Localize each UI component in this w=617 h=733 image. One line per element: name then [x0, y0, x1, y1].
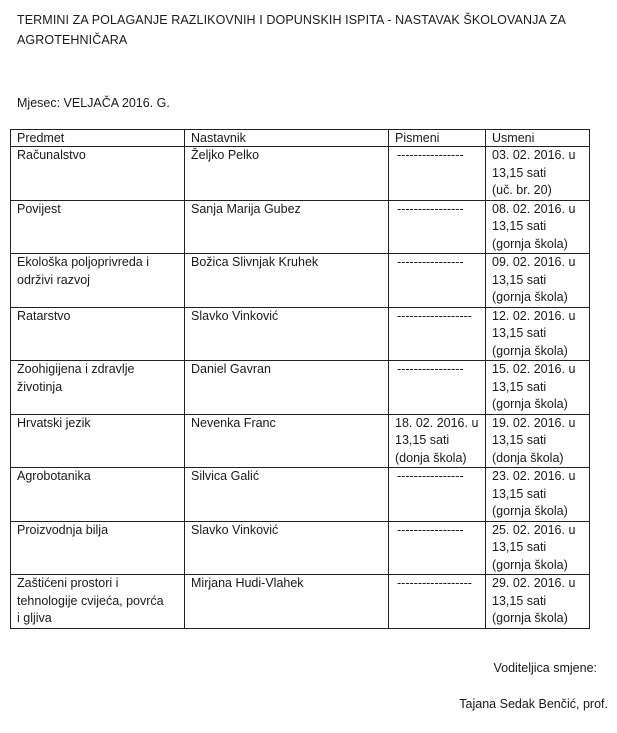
oral-cell	[486, 521, 590, 575]
table-row	[11, 254, 590, 308]
teacher-cell	[185, 575, 389, 629]
teacher-text: Božica Slivnjak Kruhek	[191, 255, 319, 269]
written-text: ----------------	[397, 201, 464, 216]
header-written: Pismeni	[389, 130, 486, 147]
teacher-text: Sanja Marija Gubez	[191, 201, 301, 216]
oral-location: (gornja škola)	[492, 236, 568, 251]
oral-location: (gornja škola)	[492, 343, 568, 358]
written-date: 18. 02. 2016. u	[395, 415, 479, 430]
oral-location: (uč. br. 20)	[492, 183, 552, 197]
oral-date: 12. 02. 2016. u	[492, 308, 576, 323]
table-row	[11, 575, 590, 629]
table-row	[11, 307, 590, 361]
written-cell	[389, 361, 486, 415]
written-text: ----------------	[397, 148, 464, 162]
teacher-cell	[185, 361, 389, 415]
oral-time: 13,15 sati	[492, 593, 547, 608]
subject-text: tehnologije cvijeća, povrća	[17, 593, 164, 608]
subject-cell	[11, 254, 185, 308]
teacher-text: Nevenka Franc	[191, 415, 276, 430]
subject-cell	[11, 200, 185, 254]
title-line-2: AGROTEHNIČARA	[17, 33, 128, 47]
subject-cell	[11, 307, 185, 361]
teacher-text: Mirjana Hudi-Vlahek	[191, 576, 304, 590]
table-row	[11, 468, 590, 522]
subject-text: Računalstvo	[17, 148, 86, 162]
teacher-cell	[185, 307, 389, 361]
oral-date: 03. 02. 2016. u	[492, 148, 576, 162]
teacher-cell	[185, 521, 389, 575]
oral-location: (gornja škola)	[492, 611, 568, 625]
oral-time: 13,15 sati	[492, 272, 547, 287]
table-row	[11, 361, 590, 415]
title-line-1: TERMINI ZA POLAGANJE RAZLIKOVNIH I DOPUNSKIH ISPITA - NASTAVAK ŠKOLOVANJA ZA	[17, 13, 566, 27]
subject-cell	[11, 575, 185, 629]
teacher-cell	[185, 200, 389, 254]
subject-text: Agrobotanika	[17, 469, 91, 483]
subject-text: Ratarstvo	[17, 308, 71, 323]
teacher-cell	[185, 254, 389, 308]
written-time: 13,15 sati	[395, 433, 450, 447]
subject-cell	[11, 468, 185, 522]
subject-text: i gljiva	[17, 611, 52, 625]
header-teacher: Nastavnik	[185, 130, 389, 147]
oral-date: 23. 02. 2016. u	[492, 469, 576, 483]
oral-cell	[486, 361, 590, 415]
oral-time: 13,15 sati	[492, 486, 547, 501]
subject-text: Povijest	[17, 201, 61, 216]
written-cell	[389, 147, 486, 201]
oral-date: 29. 02. 2016. u	[492, 576, 576, 590]
table-row	[11, 147, 590, 201]
teacher-text: Silvica Galić	[191, 469, 260, 483]
oral-date: 15. 02. 2016. u	[492, 362, 576, 376]
written-cell	[389, 521, 486, 575]
subject-text: održivi razvoj	[17, 272, 90, 287]
teacher-text: Slavko Vinković	[191, 308, 279, 323]
oral-time: 13,15 sati	[492, 379, 547, 394]
oral-date: 08. 02. 2016. u	[492, 201, 576, 216]
written-cell	[389, 414, 486, 468]
teacher-text: Daniel Gavran	[191, 362, 271, 376]
oral-cell	[486, 147, 590, 201]
oral-cell	[486, 575, 590, 629]
table-row	[11, 521, 590, 575]
signature-name: Tajana Sedak Benčić, prof.	[459, 697, 608, 711]
written-cell	[389, 254, 486, 308]
oral-cell	[486, 414, 590, 468]
teacher-cell	[185, 147, 389, 201]
written-cell	[389, 575, 486, 629]
teacher-text: Slavko Vinković	[191, 522, 279, 537]
written-text: ----------------	[397, 469, 464, 483]
written-location: (donja škola)	[395, 450, 467, 465]
exam-schedule-table	[10, 129, 590, 629]
oral-location: (gornja škola)	[492, 504, 568, 518]
written-text: ------------------	[397, 576, 472, 590]
header-subject: Predmet	[11, 130, 185, 147]
oral-cell	[486, 254, 590, 308]
subject-text: Zaštićeni prostori i	[17, 576, 119, 590]
subject-text: Ekološka poljoprivreda i	[17, 255, 150, 269]
oral-cell	[486, 200, 590, 254]
oral-date: 09. 02. 2016. u	[492, 255, 576, 269]
written-text: ------------------	[397, 308, 472, 323]
teacher-text: Željko Pelko	[191, 148, 260, 162]
subject-cell	[11, 147, 185, 201]
subject-cell	[11, 521, 185, 575]
written-text: ----------------	[397, 522, 464, 537]
oral-date: 25. 02. 2016. u	[492, 522, 576, 537]
oral-date: 19. 02. 2016. u	[492, 415, 576, 430]
oral-cell	[486, 307, 590, 361]
subject-cell	[11, 414, 185, 468]
signature-role: Voditeljica smjene:	[493, 661, 597, 675]
teacher-cell	[185, 468, 389, 522]
written-text: ----------------	[397, 255, 464, 269]
header-oral: Usmeni	[486, 130, 590, 147]
oral-location: (donja škola)	[492, 450, 564, 465]
oral-location: (gornja škola)	[492, 397, 568, 411]
oral-cell	[486, 468, 590, 522]
oral-location: (gornja škola)	[492, 557, 568, 572]
teacher-cell	[185, 414, 389, 468]
table-row	[11, 414, 590, 468]
written-cell	[389, 200, 486, 254]
table-header-row	[11, 130, 590, 147]
month-label: Mjesec: VELJAČA 2016. G.	[17, 96, 170, 110]
subject-text: Zoohigijena i zdravlje	[17, 362, 135, 376]
subject-text: životinja	[17, 379, 63, 394]
oral-location: (gornja škola)	[492, 290, 568, 304]
document-title	[17, 10, 597, 50]
written-cell	[389, 307, 486, 361]
subject-cell	[11, 361, 185, 415]
oral-time: 13,15 sati	[492, 326, 547, 340]
oral-time: 13,15 sati	[492, 219, 547, 233]
oral-time: 13,15 sati	[492, 165, 547, 180]
oral-time: 13,15 sati	[492, 540, 547, 554]
written-text: ----------------	[397, 362, 464, 376]
oral-time: 13,15 sati	[492, 433, 547, 447]
written-cell	[389, 468, 486, 522]
subject-text: Hrvatski jezik	[17, 415, 91, 430]
subject-text: Proizvodnja bilja	[17, 522, 109, 537]
table-row	[11, 200, 590, 254]
